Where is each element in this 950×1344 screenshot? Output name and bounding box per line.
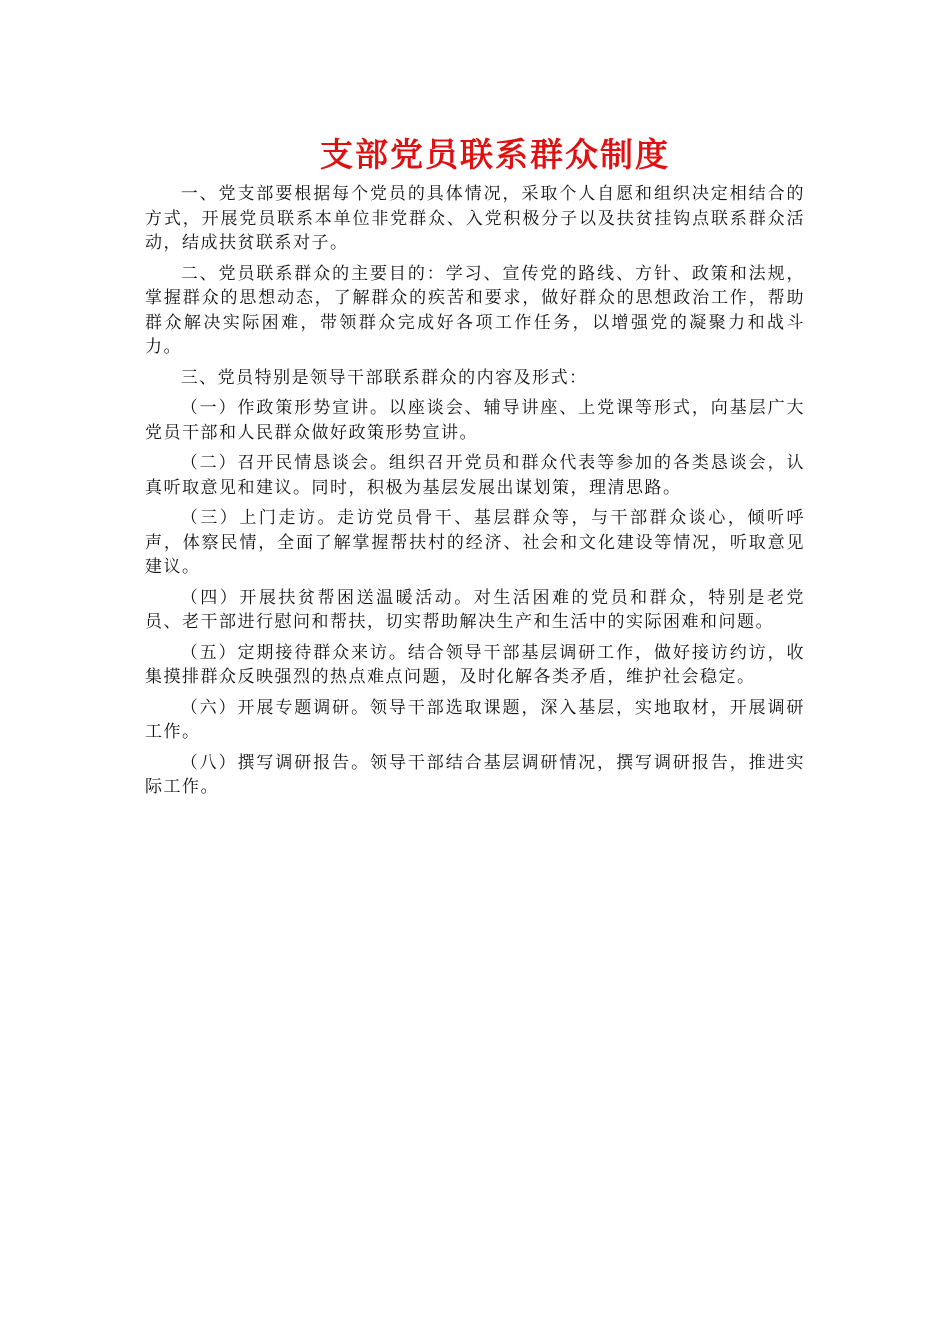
paragraph-2: 二、党员联系群众的主要目的：学习、宣传党的路线、方针、政策和法规，掌握群众的思想动态，了解群众的疾苦和要求，做好群众的思想政治工作，帮助群众解决实际困难，带领群众完成好各项工作任务，以增强党的凝聚力和战斗力。 bbox=[145, 263, 805, 357]
document-body bbox=[145, 182, 805, 806]
paragraph-1: 一、党支部要根据每个党员的具体情况，采取个人自愿和组织决定相结合的方式，开展党员联系本单位非党群众、入党积极分子以及扶贫挂钩点联系群众活动，结成扶贫联系对子。 bbox=[145, 184, 805, 253]
paragraph-item-2: （二）召开民情恳谈会。组织召开党员和群众代表等参加的各类恳谈会，认真听取意见和建议。同时，积极为基层发展出谋划策，理清思路。 bbox=[145, 453, 805, 498]
paragraph-3: 三、党员特别是领导干部联系群众的内容及形式： bbox=[180, 367, 588, 388]
paragraph-item-4: （四）开展扶贫帮困送温暖活动。对生活困难的党员和群众，特别是老党员、老干部进行慰问和帮扶，切实帮助解决生产和生活中的实际困难和问题。 bbox=[145, 587, 805, 632]
paragraph-item-3: （三）上门走访。走访党员骨干、基层群众等，与干部群众谈心，倾听呼声，体察民情，全面了解掌握帮扶村的经济、社会和文化建设等情况，听取意见建议。 bbox=[145, 508, 805, 577]
document-title: 支部党员联系群众制度 bbox=[320, 135, 670, 174]
paragraph-item-6: （六）开展专题调研。领导干部选取课题，深入基层，实地取材，开展调研工作。 bbox=[145, 697, 805, 742]
paragraph-item-5: （五）定期接待群众来访。结合领导干部基层调研工作，做好接访约访，收集摸排群众反映强烈的热点难点问题，及时化解各类矛盾，维护社会稳定。 bbox=[145, 642, 805, 687]
paragraph-item-8: （八）撰写调研报告。领导干部结合基层调研情况，撰写调研报告，推进实际工作。 bbox=[145, 752, 805, 797]
paragraph-item-1: （一）作政策形势宣讲。以座谈会、辅导讲座、上党课等形式，向基层广大党员干部和人民群众做好政策形势宣讲。 bbox=[145, 398, 805, 443]
